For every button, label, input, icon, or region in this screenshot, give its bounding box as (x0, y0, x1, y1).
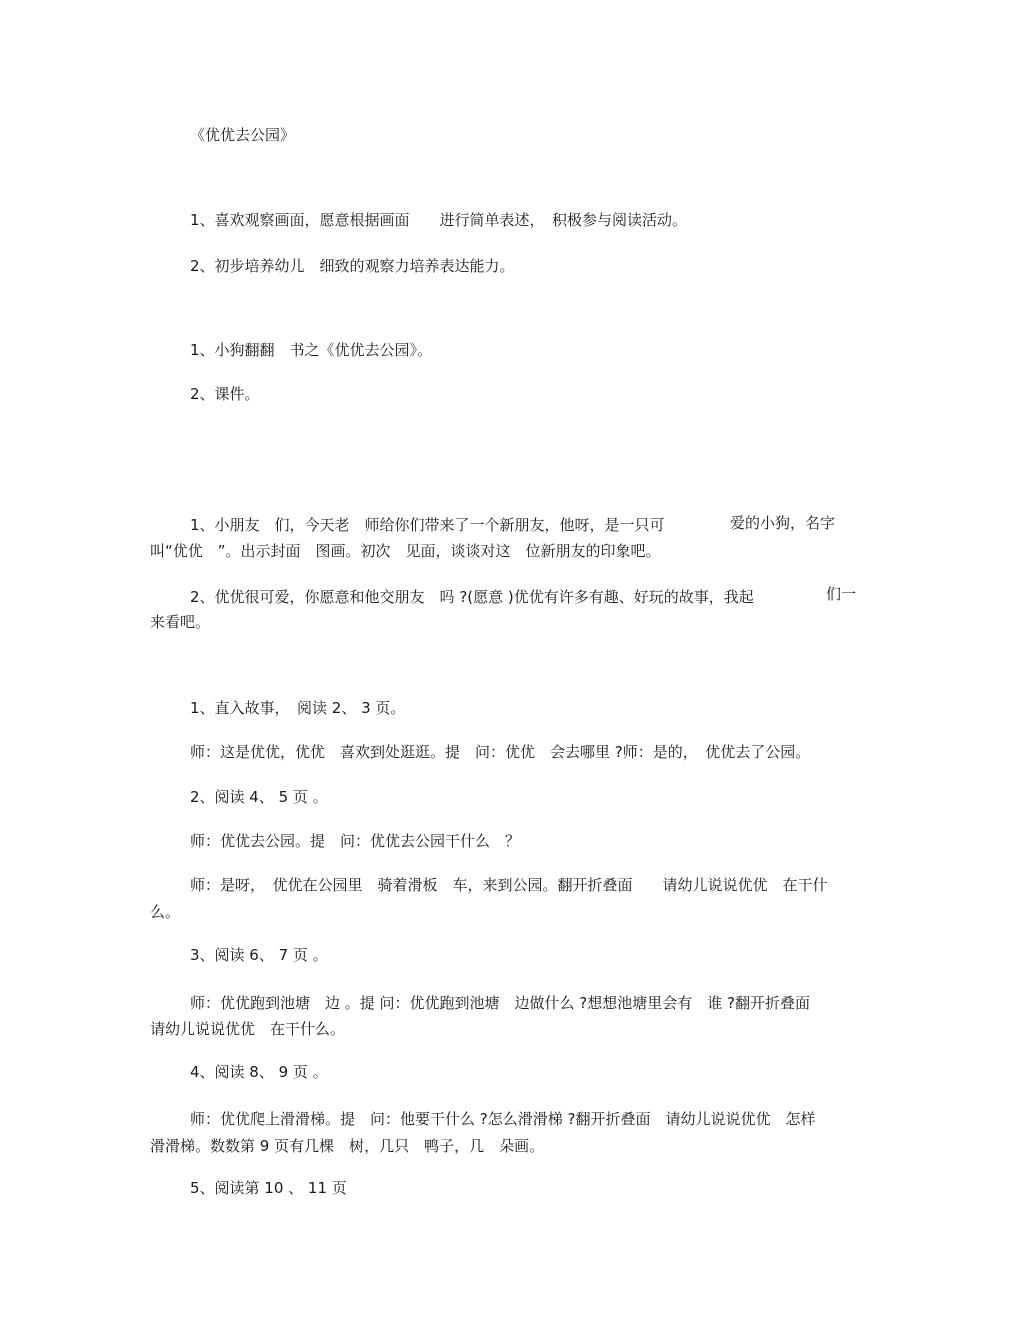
goal-item-1: 1、喜欢观察画面，愿意根据画面 进行简单表述， 积极参与阅读活动。 (190, 211, 688, 229)
intro-paragraph-1: 1、小朋友 们，今天老 师给你们带来了一个新朋友，他呀，是一只可 (190, 516, 665, 534)
process-teacher-line-4-continuation: 请幼儿说说优优 在干什么。 (150, 1020, 346, 1038)
intro-paragraph-2-offset-text: 们一 (826, 585, 857, 603)
process-step-5: 5、阅读第 10 、 11 页 (190, 1179, 347, 1197)
process-teacher-line-5-continuation: 滑滑梯。数数第 9 页有几棵 树，几只 鸭子，几 朵画。 (150, 1137, 545, 1155)
process-step-1: 1、直入故事， 阅读 2、 3 页。 (190, 699, 406, 717)
intro-paragraph-1-continuation: 叫“优优 ”。出示封面 图画。初次 见面，谈谈对这 位新朋友的印象吧。 (150, 542, 661, 560)
process-step-2: 2、阅读 4、 5 页 。 (190, 788, 328, 806)
material-item-2: 2、课件。 (190, 385, 260, 403)
process-teacher-line-3-continuation: 么。 (150, 903, 181, 921)
process-teacher-line-3: 师：是呀， 优优在公园里 骑着滑板 车，来到公园。翻开折叠面 请幼儿说说优优 在干什 (190, 876, 828, 894)
process-step-4: 4、阅读 8、 9 页 。 (190, 1063, 328, 1081)
process-teacher-line-4: 师：优优跑到池塘 边 。提 问：优优跑到池塘 边做什么 ?想想池塘里会有 谁 ?翻开折叠面 (190, 994, 810, 1012)
process-teacher-line-2: 师：优优去公园。提 问：优优去公园干什么 ？ (190, 832, 521, 850)
intro-paragraph-2-continuation: 来看吧。 (150, 613, 211, 631)
goal-item-2: 2、初步培养幼儿 细致的观察力培养表达能力。 (190, 257, 515, 275)
intro-paragraph-1-offset-text: 爱的小狗，名字 (730, 514, 836, 532)
document-title: 《优优去公园》 (190, 126, 296, 144)
intro-paragraph-2: 2、优优很可爱，你愿意和他交朋友 吗 ?(愿意 )优优有许多有趣、好玩的故事，我起 (190, 588, 754, 606)
material-item-1: 1、小狗翻翻 书之《优优去公园》。 (190, 341, 433, 359)
process-teacher-line-5: 师：优优爬上滑滑梯。提 问：他要干什么 ?怎么滑滑梯 ?翻开折叠面 请幼儿说说优优 怎样 (190, 1110, 816, 1128)
process-teacher-line-1: 师：这是优优，优优 喜欢到处逛逛。提 问：优优 会去哪里 ?师：是的， 优优去了公园。 (190, 743, 811, 761)
process-step-3: 3、阅读 6、 7 页 。 (190, 946, 328, 964)
